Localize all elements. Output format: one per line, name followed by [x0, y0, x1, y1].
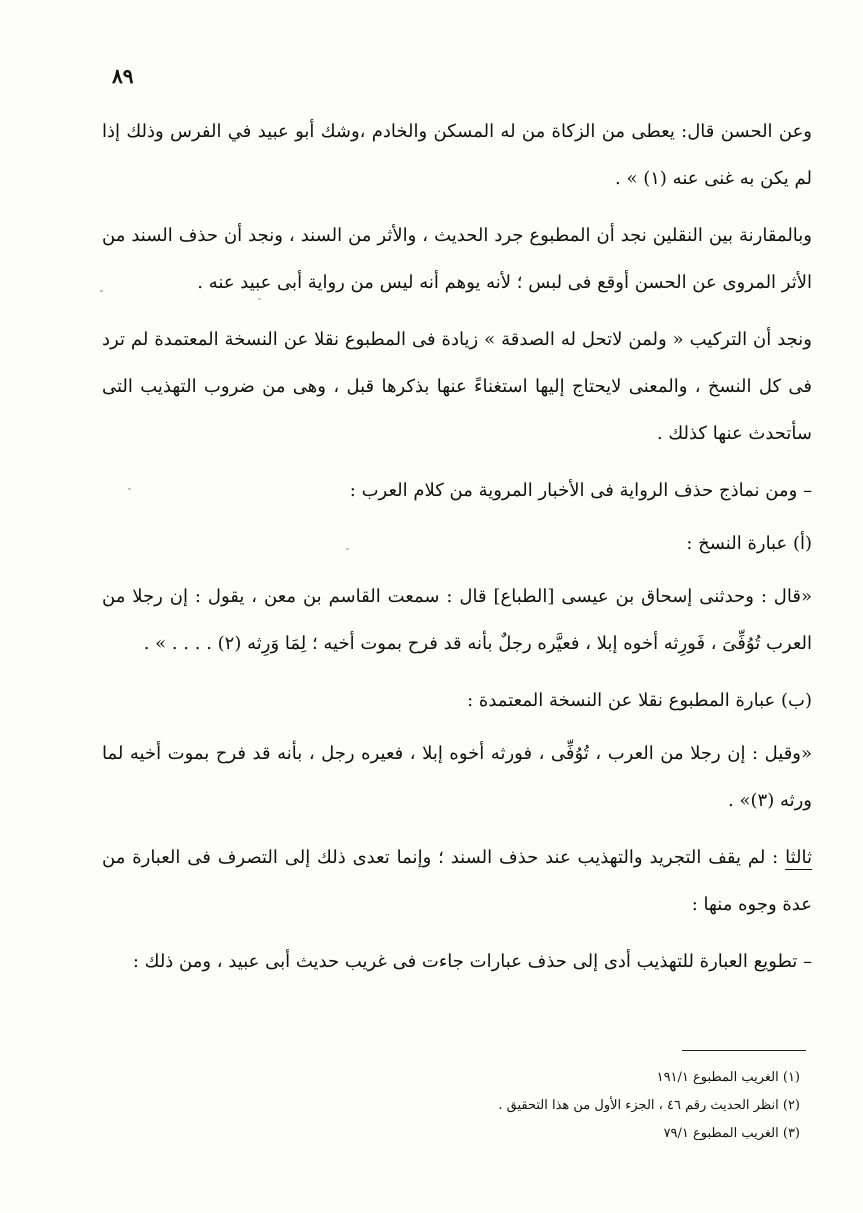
scan-speck — [100, 290, 103, 292]
paragraph-3: ونجد أن التركيب « ولمن لاتحل له الصدقة » زيادة فى المطبوع نقلا عن النسخة المعتمدة لم ترد فى كل النسخ ، والمعنى لايحتاج إليها استغناءً عنها بذكرها قبل ، وهى من ضروب التهذيب التى سأتحدث عنها كذلك . — [102, 329, 812, 444]
paragraph-9 — [102, 834, 812, 928]
scan-speck — [346, 548, 349, 550]
paragraph-8: «وقيل : إن رجلا من العرب ، تُوُفِّى ، فورثه أخوه إبلا ، فعيره رجل ، بأنه قد فرح بموت أخيه لما ورثه (٣)» . — [102, 743, 812, 811]
footnote-divider — [682, 1050, 806, 1051]
page-number: ٨٩ — [112, 64, 134, 88]
footnote-2: (٢) انظر الحديث رقم ٤٦ ، الجزء الأول من هذا التحقيق . — [498, 1098, 800, 1113]
paragraph-5-heading: (أ) عبارة النسخ : — [686, 533, 812, 554]
paragraph-6: «قال : وحدثنى إسحاق بن عيسى [الطباع] قال : سمعت القاسم بن معن ، يقول : إن رجلا من العرب تُوُفِّىَ ، فَورِثه أخوه إبلا ، فعيَّره رجلٌ بأنه قد فرح بموت أخيه ؛ لِمَا وَرِثه (٢) . . . . » . — [102, 586, 812, 654]
paragraph-9-lead: ثالثا — [785, 847, 812, 868]
paragraph-7-heading: (ب) عبارة المطبوع نقلا عن النسخة المعتمدة : — [467, 690, 812, 711]
paragraph-1: وعن الحسن قال: يعطى من الزكاة من له المسكن والخادم ،وشك أبو عبيد في الفرس وذلك إذا لم يكن به غنى عنه (١) » . — [102, 121, 812, 189]
footnotes — [300, 1064, 800, 1148]
paragraph-10: – تطويع العبارة للتهذيب أدى إلى حذف عبارات جاءت فى غريب حديث أبى عبيد ، ومن ذلك : — [132, 951, 812, 972]
footnote-1: (١) الغريب المطبوع ١٩١/١ — [656, 1070, 800, 1085]
paragraph-9-text: : لم يقف التجريد والتهذيب عند حذف السند ؛ وإنما تعدى ذلك إلى التصرف فى العبارة من عدة وجوه منها : — [102, 847, 812, 915]
scan-speck — [128, 488, 131, 490]
paragraph-2: وبالمقارنة بين النقلين نجد أن المطبوع جرد الحديث ، والأثر من السند ، ونجد أن حذف السند من الأثر المروى عن الحسن أوقع فى لبس ؛ لأنه يوهم أنه ليس من رواية أبى عبيد عنه . — [102, 225, 812, 293]
paragraph-4: – ومن نماذج حذف الرواية فى الأخبار المروية من كلام العرب : — [349, 480, 812, 501]
footnote-3: (٣) الغريب المطبوع ٧٩/١ — [663, 1126, 800, 1141]
body-text — [102, 108, 812, 995]
scan-speck — [258, 298, 261, 300]
